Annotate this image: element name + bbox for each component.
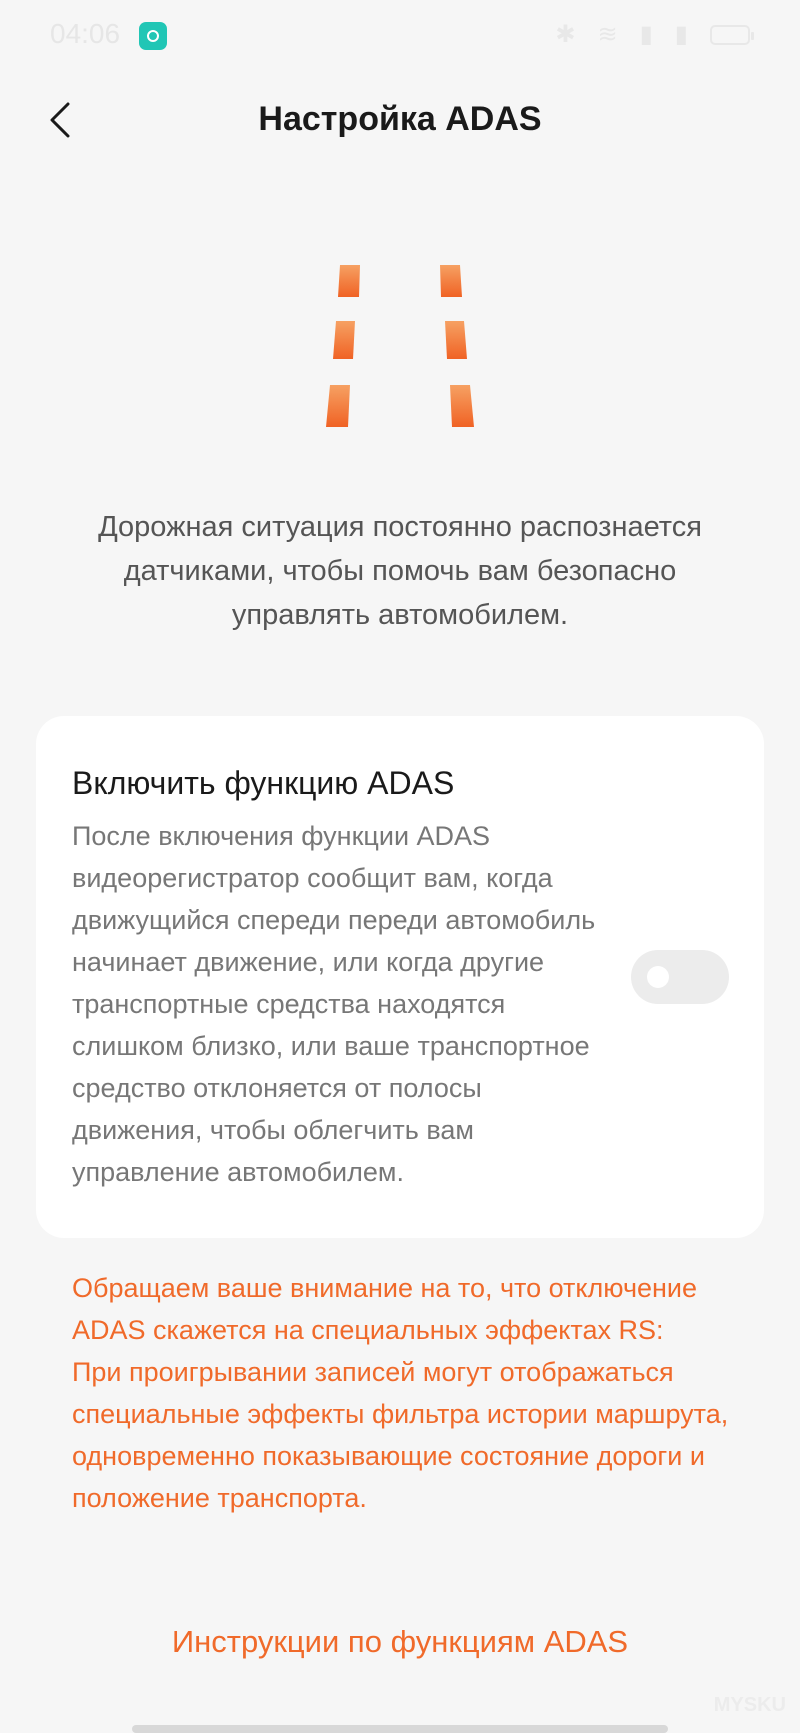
adas-instructions-link[interactable]: Инструкции по функциям ADAS <box>171 1624 629 1659</box>
adas-toggle[interactable] <box>631 950 729 1004</box>
gesture-bar <box>132 1725 668 1733</box>
road-lanes-icon <box>300 255 500 435</box>
warning-line-1: Обращаем ваше внимание на то, что отключение ADAS скажется на специальных эффектах RS: <box>72 1273 698 1345</box>
toggle-knob <box>647 966 669 988</box>
app-notification-icon <box>139 22 167 50</box>
adas-card <box>36 716 764 1238</box>
description-text: Дорожная ситуация постоянно распознается датчиками, чтобы помочь вам безопасно управлять автомобилем. <box>98 511 702 631</box>
warning-notice <box>72 1267 732 1519</box>
status-bar <box>0 0 800 70</box>
header <box>0 80 800 160</box>
adas-toggle-description: После включения функции ADAS видеорегистратор сообщит вам, когда движущийся спереди переди автомобиль начинает движение, или когда другие транспортные средства находятся слишком близко, или ваше транспортное средство отклоняется от полосы движения, чтобы облегчить вам управление автомобилем. <box>72 821 596 1187</box>
wifi-icon: ≋ <box>597 21 618 48</box>
battery-icon <box>710 25 750 45</box>
signal-icon: ▮ <box>639 21 653 48</box>
watermark-text: MYSKU <box>713 1694 786 1716</box>
warning-line-2: При проигрывании записей могут отображаться специальные эффекты фильтра истории маршрута, одновременно показывающие состояние дороги и положение транспорта. <box>72 1357 729 1513</box>
signal-icon: ▮ <box>674 21 688 48</box>
bluetooth-icon: ✱ <box>555 21 576 48</box>
status-time: 04:06 <box>50 18 121 49</box>
status-icons <box>555 20 750 49</box>
adas-toggle-title: Включить функцию ADAS <box>72 765 455 801</box>
page-title: Настройка ADAS <box>258 100 542 138</box>
